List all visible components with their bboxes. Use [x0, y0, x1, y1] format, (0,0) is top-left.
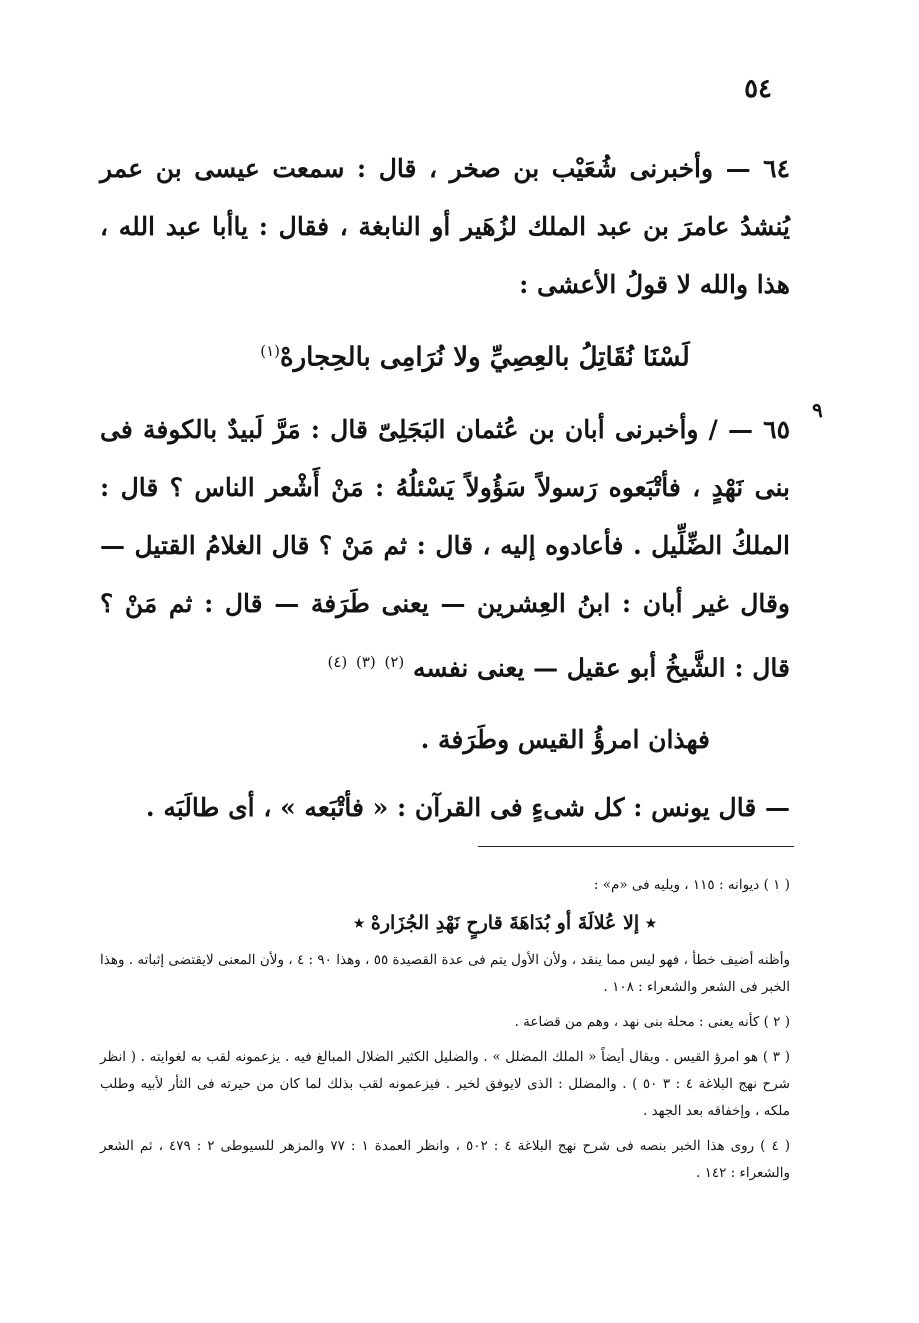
footnote-ref-1: (١) [260, 342, 280, 360]
verse-text: لَسْنَا نُقَاتِلُ بالعِصِيِّ ولا نُرَامِى بالحِجارهْ [280, 342, 690, 373]
footnote-ref-2: (٢) [384, 652, 405, 671]
paragraph-65-text: ٦٥ — / وأخبرنى أبان بن عُثمان البَجَلِىّ قال : مَرَّ لَبيدٌ بالكوفة فى بنى نَهْدٍ ، فأتْبَعوه رَسولاً سَؤُولاً يَسْئلُهُ : مَنْ أَشْعر الناس ؟ قال : الملكُ الضِّلِّيل . فأعادوه إليه ، قال : ثم مَنْ ؟ قال الغلامُ القتيل — وقال غير أبان : ابنُ العِشرين — يعنى طَرَفة — قال : ثم مَنْ ؟ قال : الشَّيخُ أبو عقيل — يعنى نفسه [100, 414, 790, 682]
line-number-marker: ٩ [812, 398, 823, 422]
footnote-ref-4: (٤) [327, 652, 348, 671]
footnote-ref-3: (٣) [355, 652, 376, 671]
footnote-1-verse: ٭ إلا عُلالَةَ أو بُدَاهَةَ قارحٍ نَهْدِ الجُزَارهْ ٭ [353, 912, 657, 934]
footnote-1-note: وأظنه أضيف خطأ ، فهو ليس مما ينقد ، ولأن الأول يتم فى عدة القصيدة ٥٥ ، وهذا ٩٠ : ٤ ، ولأن المعنى لايقتضى إثباته . وهذا الخبر فى الشعر والشعراء : ١٠٨ . [100, 952, 790, 995]
footnote-4: ( ٤ ) روى هذا الخبر بنصه فى شرح نهج البلاغة ٤ : ٥٠٢ ، وانظر العمدة ١ : ٧٧ والمزهر للسيوطى ٢ : ٤٧٩ ، ثم الشعر والشعراء : ١٤٢ . [100, 1138, 790, 1181]
footnote-3: ( ٣ ) هو امرؤ القيس . ويقال أيضاً « الملك المضلل » . والضليل الكثير الضلال المبالغ فيه . يزعمونه لقب به لغوايته . ( انظر شرح نهج البلاغة ٤ : ٣ ٥٠ ) . والمضلل : الذى لايوفق لخير . فيزعمونه لقب بذلك لما كان من حيرته فى الثأر لأبيه وطلب ملكه ، وإخفاقه بعد الجهد . [100, 1049, 790, 1119]
main-text [100, 140, 790, 837]
footnotes [100, 872, 790, 1187]
verse-line [100, 322, 790, 387]
paragraph-65 [100, 401, 790, 697]
footnote-2: ( ٢ ) كأنه يعنى : محلة بنى نهد ، وهم من قضاعة . [514, 1014, 790, 1030]
conclusion-line: فهذان امرؤُ القيس وطَرَفة . [420, 724, 710, 754]
footnote-1-intro: ( ١ ) ديوانه : ١١٥ ، ويليه فى «م» : [593, 877, 790, 893]
paragraph-64: ٦٤ — وأخبرنى شُعَيْب بن صخر ، قال : سمعت عيسى بن عمر يُنشدُ عامرَ بن عبد الملك لزُهَير أو النابغة ، فقال : ياأبا عبد الله ، هذا والله لا قولُ الأعشى : [100, 154, 790, 299]
page-number: ٥٤ [744, 74, 772, 104]
yunus-note: — قال يونس : كل شىءٍ فى القرآن : « فأتْبَعه » ، أى طالَبَه . [145, 792, 790, 822]
footnote-divider [478, 846, 794, 847]
